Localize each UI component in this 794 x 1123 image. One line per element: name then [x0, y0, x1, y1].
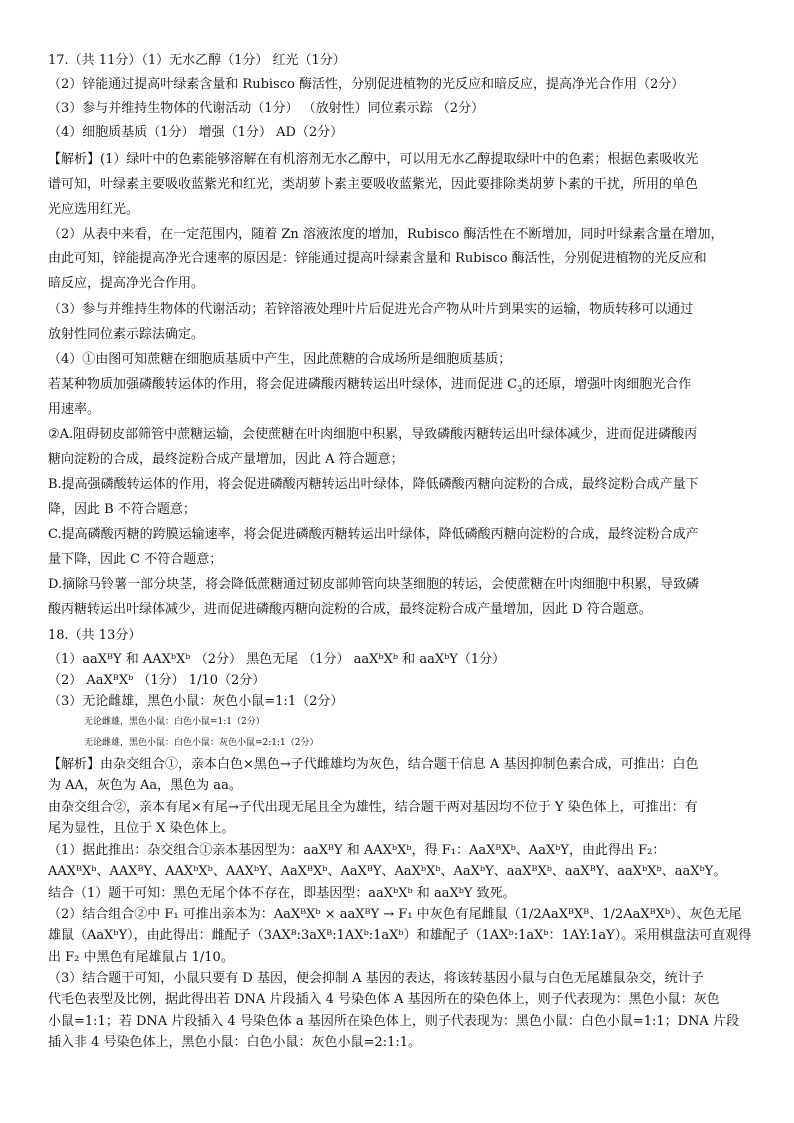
q17-explain-7-line2: 量下降，因此 C 不符合题意；	[48, 552, 223, 567]
q18-explain-1-line2: 为 AA，灰色为 Aa，黑色为 aa。	[48, 778, 242, 793]
q17-explain-1-line2: 谱可知，叶绿素主要吸收蓝紫光和红光，类胡萝卜素主要吸收蓝紫光，因此要排除类胡萝卜素的干扰，所用的单色	[48, 177, 699, 192]
q17-explain-1-line1: 【解析】(1）绿叶中的色素能够溶解在有机溶剂无水乙醇中，可以用无水乙醇提取绿叶中的色素；根据色素吸收光	[48, 152, 699, 167]
q18-explain-2-line2: 尾为显性，且位于 X 染色体上。	[48, 821, 235, 836]
q17-explain-4-line3: 用速率。	[48, 402, 101, 417]
q18-explain-3-line2: AAXᴮXᵇ、AAXᴮY、AAXᵇXᵇ、AAXᵇY、AaXᴮXᵇ、AaXᴮY、AaXᵇXᵇ、AaXᵇY、aaXᴮXᵇ、aaXᴮY、aaXᵇXᵇ、aaXᵇY。	[48, 864, 727, 879]
q18-explain-5-line2: 代毛色表型及比例，据此得出若 DNA 片段插入 4 号染色体 A 基因所在的染色体上，则子代表现为：黑色小鼠：灰色	[48, 992, 720, 1007]
q17-answer-2: （2）锌能通过提高叶绿素含量和 Rubisco 酶活性，分别促进植物的光反应和暗反应，提高净光合作用（2分）	[48, 77, 685, 92]
q18-explain-4-line3: 出 F₂ 中黑色有尾雄鼠占 1/10。	[48, 950, 234, 965]
q18-answer-3-line1: （3）无论雌雄，黑色小鼠：灰色小鼠=1:1（2分）	[48, 694, 344, 709]
q18-answer-1: （1）aaXᴮY 和 AAXᵇXᵇ （2分） 黑色无尾 （1分） aaXᵇXᵇ 和 aaXᵇY（1分）	[48, 652, 506, 667]
q17-answer-3: （3）参与并维持生物体的代谢活动（1分） （放射性）同位素示踪 （2分）	[48, 101, 485, 116]
q17-answer-4: （4）细胞质基质（1分） 增强（1分） AD（2分）	[48, 125, 344, 140]
q17-header: 17.（共 11分）（1）无水乙醇（1分） 红光（1分）	[48, 53, 346, 68]
q17-explain-3-line1: （3）参与并维持生物体的代谢活动；若锌溶液处理叶片后促进光合产物从叶片到果实的运输，物质转移可以通过	[48, 302, 694, 317]
q18-header: 18.（共 13分）	[48, 628, 142, 643]
q18-explain-5-line1: （3）结合题干可知，小鼠只要有 D 基因，便会抑制 A 基因的表达，将该转基因小鼠与白色无尾雄鼠杂交，统计子	[48, 971, 704, 986]
q18-explain-2-line1: 由杂交组合②，亲本有尾×有尾→子代出现无尾且全为雄性，结合题干两对基因均不位于 Y 染色体上，可推出：有	[48, 800, 698, 815]
q18-explain-1-line1: 【解析】由杂交组合①，亲本白色×黑色→子代雌雄均为灰色，结合题干信息 A 基因抑制色素合成，可推出：白色	[48, 757, 699, 772]
q18-answer-3-line3: 无论雌雄，黑色小鼠：白色小鼠：灰色小鼠=2:1:1（2分）	[84, 738, 319, 748]
q18-explain-4-line2: 雄鼠（AaXᵇY），由此得出：雌配子（3AXᴮ:3aXᴮ:1AXᵇ:1aXᵇ）和雄配子（1AXᵇ:1aXᵇ：1AY:1aY）。采用棋盘法可直观得	[48, 928, 752, 943]
q17-explain-8-line1: D.摘除马铃薯一部分块茎，将会降低蔗糖通过韧皮部帅管向块茎细胞的转运，会使蔗糖在叶肉细胞中积累，导致磷	[48, 577, 700, 592]
q17-explain-6-line1: B.提高强磷酸转运体的作用，将会促进磷酸丙糖转运出叶绿体，降低磷酸丙糖向淀粉的合成，最终淀粉合成产量下	[48, 477, 699, 492]
q18-answer-2: （2） AaXᴮXᵇ （1分） 1/10（2分）	[48, 673, 266, 688]
q18-explain-5-line3: 小鼠=1:1；若 DNA 片段插入 4 号染色体 a 基因所在染色体上，则子代表现为：黑色小鼠：白色小鼠=1:1；DNA 片段	[48, 1014, 739, 1029]
q18-explain-3-line3: 结合（1）题干可知：黑色无尾个体不存在，即基因型：aaXᵇXᵇ 和 aaXᵇY 致死。	[48, 886, 516, 901]
q18-explain-5-line4: 插入非 4 号染色体上，黑色小鼠：白色小鼠：灰色小鼠=2:1:1。	[48, 1035, 422, 1050]
q17-explain-3-line2: 放射性同位素示踪法确定。	[48, 327, 205, 342]
q17-explain-1-line3: 光应选用红光。	[48, 202, 140, 217]
q17-explain-8-line2: 酸丙糖转运出叶绿体减少，进而促进磷酸丙糖向淀粉的合成，最终淀粉合成产量增加，因此 D 符合题意。	[48, 602, 652, 617]
q18-answer-3-line2: 无论雌雄，黑色小鼠：白色小鼠=1:1（2分）	[84, 717, 265, 727]
q17-explain-5-line2: 糖向淀粉的合成，最终淀粉合成产量增加，因此 A 符合题意；	[48, 452, 404, 467]
q17-explain-7-line1: C.提高磷酸丙糖的跨膜运输速率，将会促进磷酸丙糖转运出叶绿体，降低磷酸丙糖向淀粉的合成，最终淀粉合成产	[48, 527, 699, 542]
q17-explain-2-line3: 暗反应，提高净光合作用。	[48, 276, 205, 291]
q17-explain-6-line2: 降，因此 B 不符合题意；	[48, 502, 196, 517]
q17-explain-5-line1: ②A.阻碍韧皮部筛管中蔗糖运输，会使蔗糖在叶肉细胞中积累，导致磷酸丙糖转运出叶绿体减少，进而促进磷酸丙	[48, 427, 698, 442]
q17-explain-4-line1: （4）①由图可知蔗糖在细胞质基质中产生，因此蔗糖的合成场所是细胞质基质；	[48, 352, 512, 367]
q18-explain-3-line1: （1）据此推出：杂交组合①亲本基因型为：aaXᴮY 和 AAXᵇXᵇ，得 F₁：AaXᴮXᵇ、AaXᵇY，由此得出 F₂：	[48, 843, 666, 858]
q17-explain-2-line2: 由此可知，锌能提高净光合速率的原因是：锌能通过提高叶绿素含量和 Rubisco 酶活性，分别促进植物的光反应和	[48, 251, 707, 266]
q17-explain-4-line2: 若某种物质加强磷酸转运体的作用，将会促进磷酸丙糖转运出叶绿体，进而促进 $C_3$的还原，增强叶肉细胞光合作	[48, 377, 692, 394]
q18-explain-4-line1: （2）结合组合②中 F₁ 可推出亲本为：AaXᴮXᵇ × aaXᴮY → F₁ 中灰色有尾雌鼠（1/2AaXᴮXᴮ、1/2AaXᴮXᵇ）、灰色无尾	[48, 907, 742, 922]
q17-explain-2-line1: （2）从表中来看，在一定范围内，随着 Zn 溶液浓度的增加，Rubisco 酶活性在不断增加，同时叶绿素含量在增加，	[48, 227, 724, 242]
